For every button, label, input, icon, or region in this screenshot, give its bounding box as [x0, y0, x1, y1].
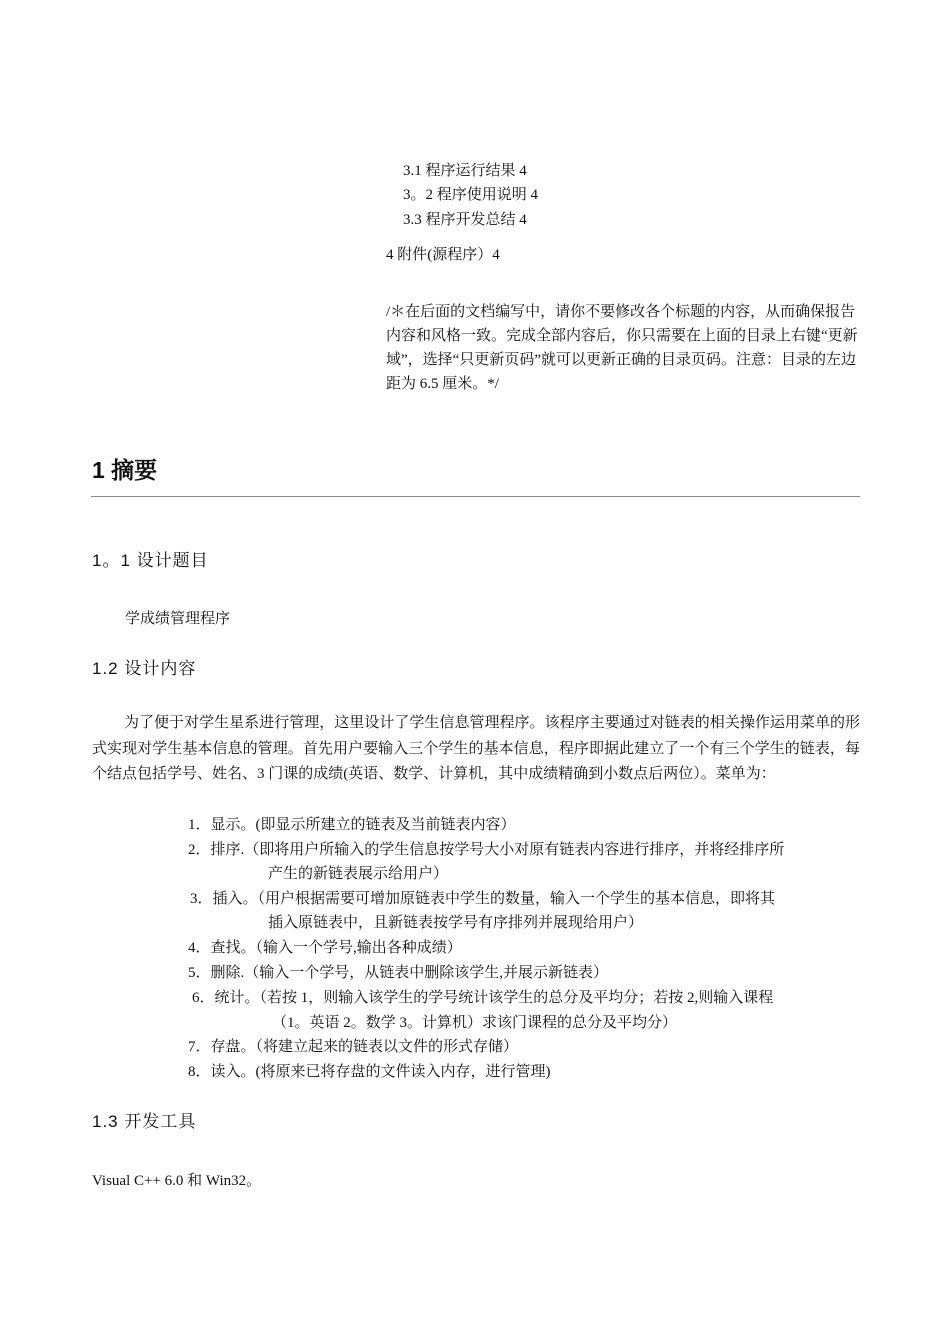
- menu-item-2: 2．排序.（即将用户所输入的学生信息按学号大小对原有链表内容进行排序，并将经排序所: [188, 842, 785, 858]
- menu-item-4: 4．查找。（输入一个学号,输出各种成绩）: [188, 940, 462, 956]
- subheading-dev-tools: 1.3 开发工具: [92, 1112, 197, 1131]
- menu-item-6-continuation: （1。英语 2。数学 3。计算机）求该门课程的总分及平均分）: [272, 1015, 678, 1031]
- menu-item-1: 1．显示。(即显示所建立的链表及当前链表内容）: [188, 817, 516, 833]
- menu-item-2-continuation: 产生的新链表展示给用户）: [268, 866, 449, 882]
- toc-entry-3-1: 3.1 程序运行结果 4: [403, 163, 527, 179]
- menu-item-3-continuation: 插入原链表中，且新链表按学号有序排列并展现给用户）: [268, 915, 644, 931]
- toc-entry-3-2: 3。2 程序使用说明 4: [403, 187, 539, 203]
- dev-tools-text: Visual C++ 6.0 和 Win32。: [92, 1173, 262, 1189]
- subheading-design-topic: 1。1 设计题目: [92, 551, 209, 570]
- menu-item-3: 3．插入。（用户根据需要可增加原链表中学生的数量，输入一个学生的基本信息，即将其: [190, 891, 776, 907]
- toc-entry-4: 4 附件(源程序）4: [386, 247, 500, 263]
- toc-entry-3-3: 3.3 程序开发总结 4: [403, 212, 527, 228]
- menu-item-5: 5．删除.（输入一个学号，从链表中删除该学生,并展示新链表）: [188, 965, 609, 981]
- menu-item-7: 7．存盘。（将建立起来的链表以文件的形式存储）: [188, 1039, 519, 1055]
- menu-item-8: 8．读入。(将原来已将存盘的文件读入内存，进行管理): [188, 1064, 551, 1080]
- design-content-paragraph: 为了便于对学生星系进行管理，这里设计了学生信息管理程序。该程序主要通过对链表的相关操作运用菜单的形式实现对学生基本信息的管理。首先用户要输入三个学生的基本信息，程序即据此建立了一个有三个学生的链表，每个结点包括学号、姓名、3 门课的成绩(英语、数学、计算机，其中成绩精确到小数点后两位）。菜单为：: [92, 715, 860, 782]
- section-heading-abstract: 1 摘要: [92, 457, 158, 483]
- subheading-design-content: 1.2 设计内容: [92, 659, 197, 678]
- menu-item-6: 6．统计。（若按 1，则输入该学生的学号统计该学生的总分及平均分；若按 2,则输入课程: [192, 990, 774, 1006]
- heading-divider: [91, 496, 860, 497]
- design-topic-text: 学成绩管理程序: [125, 611, 231, 627]
- toc-instruction-note: /＊在后面的文档编写中，请你不要修改各个标题的内容，从而确保报告内容和风格一致。完成全部内容后，你只需要在上面的目录上右键“更新域”，选择“只更新页码”就可以更新正确的目录页码。注意：目录的左边距为 6.5 厘米。*/: [386, 304, 858, 392]
